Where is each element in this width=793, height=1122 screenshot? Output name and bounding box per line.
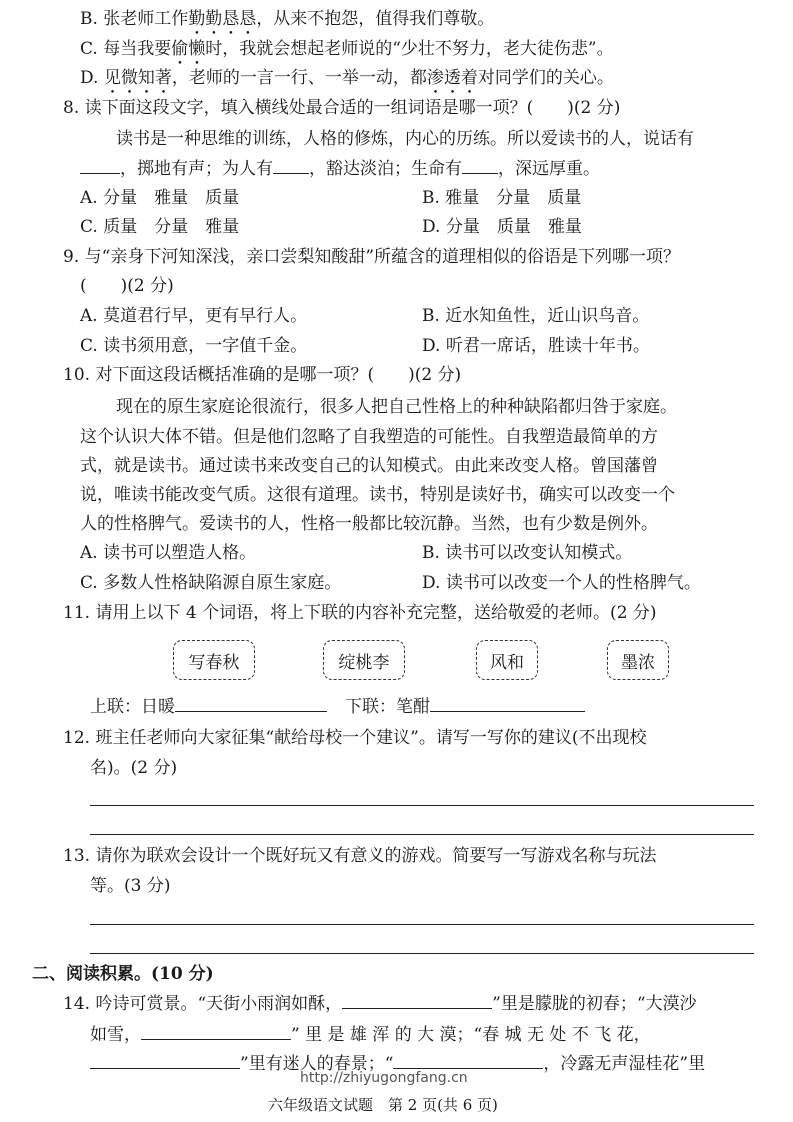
q9-option-b[interactable]: B. 近水知鱼性，近山识鸟音。: [422, 306, 650, 326]
q8-stem: 8. 读下面这段文字，填入横线处最合适的一组词语是哪一项？( )(2 分): [63, 98, 621, 118]
q8-option-b[interactable]: B. 雅量 分量 质量: [422, 188, 582, 208]
q7-d-text-mid: ，老师的一言一行、一举一动，都: [171, 68, 427, 88]
q7-c-emphasis: 偷懒: [171, 39, 206, 59]
q8-blank-1[interactable]: [80, 157, 120, 174]
q9-stem-line-1: 9. 与“亲身下河知深浅，亲口尝梨知酸甜”所蕴含的道理相似的俗语是下列哪一项？: [63, 247, 681, 267]
page-footer: 六年级语文试题 第 2 页(共 6 页): [268, 1096, 498, 1114]
q10-option-d[interactable]: D. 读书可以改变一个人的性格脾气。: [422, 573, 701, 593]
q14-line-3-a: ”里有迷人的春景；“: [240, 1054, 394, 1074]
q7-option-b: [80, 7, 494, 39]
q14-blank-1[interactable]: [342, 992, 492, 1009]
q10-passage-line-2: 这个认识大体不错。但是他们忽略了自我塑造的可能性。自我塑造最简单的方: [80, 427, 658, 447]
q8-passage-line-2: [80, 157, 600, 181]
q14-line-2-a: 如雪，: [90, 1025, 141, 1045]
q12-answer-line-1[interactable]: [90, 805, 754, 806]
word-box-3: 风和: [476, 640, 538, 680]
q14-line-2: [90, 1023, 651, 1047]
q13-answer-line-1[interactable]: [90, 924, 754, 925]
word-box-2: 绽桃李: [323, 640, 405, 680]
q7-d-text: D.: [80, 68, 104, 88]
q8-option-d[interactable]: D. 分量 质量 雅量: [422, 217, 582, 237]
q7-d-emphasis-2: 渗透着: [426, 68, 478, 88]
upper-couplet-label: 上联：日暖: [90, 697, 175, 717]
q8-blank-3[interactable]: [462, 157, 498, 174]
upper-couplet-blank[interactable]: [175, 695, 327, 712]
q9-option-d[interactable]: D. 听君一席话，胜读十年书。: [422, 336, 650, 356]
word-box-4: 墨浓: [607, 640, 669, 680]
q8-passage-part-c: ，深远厚重。: [498, 159, 600, 179]
q8-passage-line-1: 读书是一种思维的训练，人格的修炼，内心的历练。所以爱读书的人，说话有: [116, 129, 694, 149]
q12-stem-line-1: 12. 班主任老师向大家征集“献给母校一个建议”。请写一写你的建议(不出现校: [63, 728, 647, 748]
q10-passage-line-5: 人的性格脾气。爱读书的人，性格一般都比较沉静。当然，也有少数是例外。: [80, 514, 658, 534]
q8-blank-2[interactable]: [273, 157, 309, 174]
q10-option-b[interactable]: B. 读书可以改变认知模式。: [422, 543, 633, 563]
q8-passage-part-a: ，掷地有声；为人有: [120, 159, 273, 179]
lower-couplet-blank[interactable]: [430, 695, 585, 712]
q7-b-text: B. 张老师工作: [80, 9, 189, 29]
q7-option-d: [80, 66, 614, 98]
q14-line-1: [63, 992, 697, 1016]
q11-stem: 11. 请用上以下 4 个词语，将上下联的内容补充完整，送给敬爱的老师。(2 分): [63, 603, 657, 623]
q10-passage-line-1: 现在的原生家庭论很流行，很多人把自己性格上的种种缺陷都归咎于家庭。: [116, 397, 677, 417]
watermark-url: http://zhiyugongfang.cn: [300, 1070, 468, 1086]
q9-stem-line-2: ( )(2 分): [80, 276, 174, 296]
q8-passage-part-b: ，豁达淡泊；生命有: [309, 159, 462, 179]
q7-d-text-end: 对同学们的关心。: [477, 68, 614, 88]
word-box-1: 写春秋: [173, 640, 255, 680]
q7-c-text-end: 时，我就会想起老师说的“少壮不努力，老大徒伤悲”。: [205, 39, 614, 59]
q10-passage-line-3: 式，就是读书。通过读书来改变自己的认知模式。由此来改变人格。曾国藩曾: [80, 456, 658, 476]
q14-blank-3[interactable]: [90, 1052, 240, 1069]
q7-option-c: [80, 37, 614, 69]
q7-b-text-end: ，从来不抱怨，值得我们尊敬。: [256, 9, 495, 29]
lower-couplet-label: 下联：笔酣: [345, 697, 430, 717]
q13-stem-line-1: 13. 请你为联欢会设计一个既好玩又有意义的游戏。简要写一写游戏名称与玩法: [63, 846, 657, 866]
q12-answer-line-2[interactable]: [90, 834, 754, 835]
q13-answer-line-2[interactable]: [90, 953, 754, 954]
q9-option-c[interactable]: C. 读书须用意，一字值千金。: [80, 336, 308, 356]
q14-line-1-b: ”里是朦胧的初春；“大漠沙: [492, 994, 697, 1014]
q10-option-a[interactable]: A. 读书可以塑造人格。: [80, 543, 257, 563]
q10-option-c[interactable]: C. 多数人性格缺陷源自原生家庭。: [80, 573, 342, 593]
section-2-heading: 二、阅读积累。(10 分): [32, 964, 214, 984]
q14-line-1-a: 14. 吟诗可赏景。“天街小雨润如酥，: [63, 994, 343, 1014]
q13-stem-line-2: 等。(3 分): [90, 876, 171, 896]
q8-option-c[interactable]: C. 质量 分量 雅量: [80, 217, 240, 237]
q10-stem: 10. 对下面这段话概括准确的是哪一项？( )(2 分): [63, 365, 462, 385]
q12-stem-line-2: 名)。(2 分): [90, 758, 178, 778]
q14-line-3-b: ，冷露无声湿桂花”里: [543, 1054, 706, 1074]
q9-option-a[interactable]: A. 莫道君行早，更有早行人。: [80, 306, 308, 326]
q14-blank-4[interactable]: [393, 1052, 543, 1069]
q14-line-2-b: ” 里 是 雄 浑 的 大 漠；“春 城 无 处 不 飞 花，: [291, 1025, 651, 1045]
q8-option-a[interactable]: A. 分量 雅量 质量: [80, 188, 240, 208]
q7-b-emphasis: 勤勤恳恳: [188, 9, 257, 29]
q10-passage-line-4: 说，唯读书能改变气质。这很有道理。读书，特别是读好书，确实可以改变一个: [80, 485, 675, 505]
q14-blank-2[interactable]: [141, 1023, 291, 1040]
couplet-line: [90, 695, 585, 719]
q7-d-emphasis-1: 见微知著: [103, 68, 172, 88]
q7-c-text: C. 每当我要: [80, 39, 172, 59]
